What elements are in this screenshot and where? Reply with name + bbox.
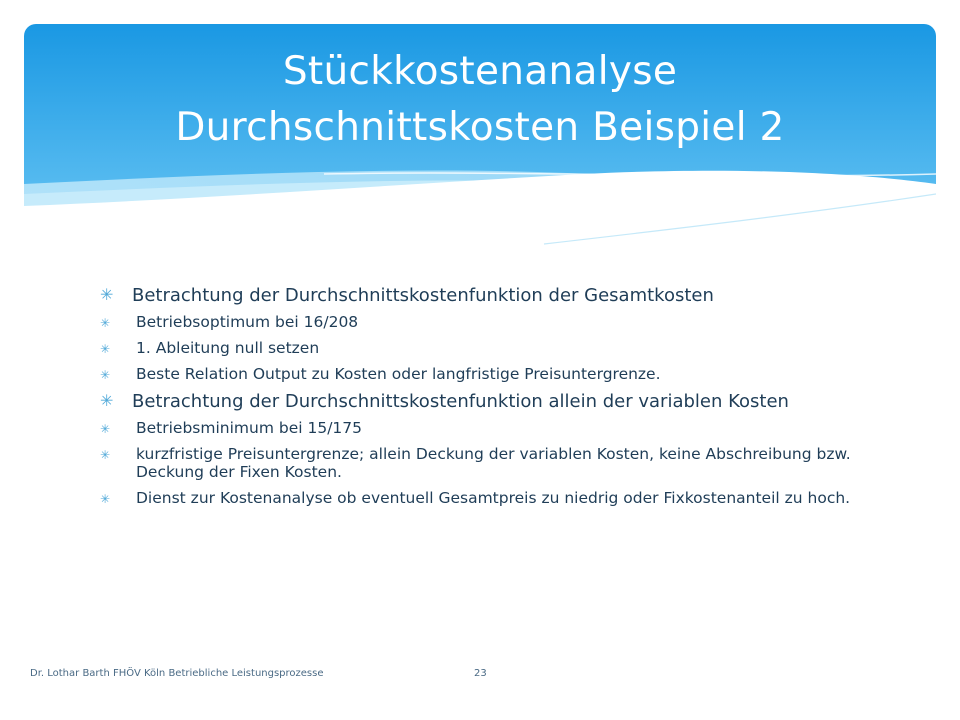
page-number: 23 [474, 668, 487, 679]
sub-bullet-star-icon: ✳ [100, 422, 111, 436]
footer-text: Dr. Lothar Barth FHÖV Köln Betriebliche Leistungsprozesse [30, 668, 324, 679]
title-line-1: Stückkostenanalyse [282, 49, 678, 94]
sub-bullet-text: Betriebsoptimum bei 16/208 [136, 313, 359, 331]
sub-bullet-text: Dienst zur Kostenanalyse ob eventuell Gesamtpreis zu niedrig oder Fixkostenanteil zu hoch. [136, 489, 851, 507]
bullet-text: Betrachtung der Durchschnittskostenfunktion der Gesamtkosten [132, 285, 714, 306]
bullet-item [100, 391, 860, 412]
sub-bullet-star-icon: ✳ [100, 448, 111, 462]
sub-bullet-item [100, 365, 860, 383]
sub-bullet-item [100, 419, 860, 437]
sub-bullet-text: kurzfristige Preisuntergrenze; allein Deckung der variablen Kosten, keine Abschreibung bzw. Deckung der Fixen Kosten. [136, 445, 851, 481]
bullet-text: Betrachtung der Durchschnittskostenfunktion allein der variablen Kosten [132, 391, 789, 412]
sub-bullet-star-icon: ✳ [100, 342, 111, 356]
sub-bullet-text: 1. Ableitung null setzen [136, 339, 320, 357]
slide-title [24, 44, 936, 156]
sub-bullet-star-icon: ✳ [100, 368, 111, 382]
sub-bullet-item [100, 313, 860, 331]
bullet-list [100, 285, 860, 515]
sub-bullet-item [100, 489, 860, 507]
sub-bullet-star-icon: ✳ [100, 316, 111, 330]
sub-bullet-text: Betriebsminimum bei 15/175 [136, 419, 362, 437]
sub-bullet-item [100, 445, 860, 481]
sub-bullet-text: Beste Relation Output zu Kosten oder langfristige Preisuntergrenze. [136, 365, 661, 383]
bullet-star-icon: ✳ [100, 285, 114, 304]
bullet-star-icon: ✳ [100, 391, 114, 410]
sub-bullet-item [100, 339, 860, 357]
sub-bullet-star-icon: ✳ [100, 492, 111, 506]
title-line-2: Durchschnittskosten Beispiel 2 [175, 105, 785, 150]
bullet-item [100, 285, 860, 306]
